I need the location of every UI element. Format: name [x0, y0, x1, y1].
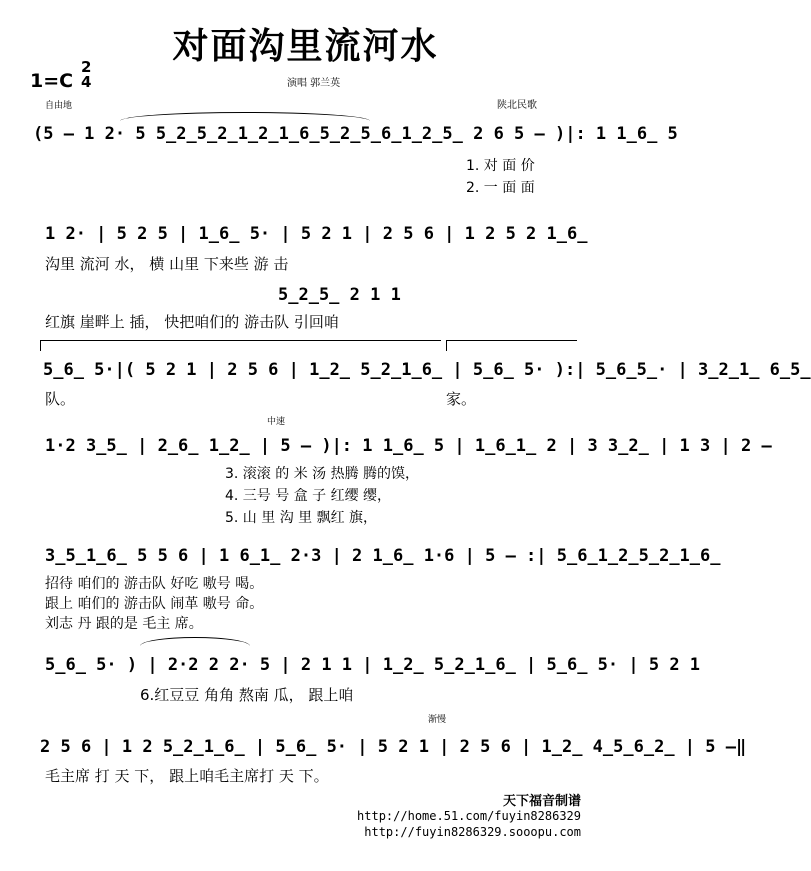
score-row-1: (5 – 1 2· 5 5̲2̲5̲2̲1̲2̲1̲6̲5̲2̲5̲6̲1̲2̲5̲ 2 6 5 – )|: 1 1̲6̲ 5 [33, 124, 678, 144]
footer-url-2[interactable]: http://fuyin8286329.sooopu.com [364, 825, 581, 839]
slur [140, 637, 250, 646]
score-row-7: 5̲6̲ 5· ) | 2·2 2 2· 5 | 2 1 1 | 1̲2̲ 5̲2̲1̲6̲ | 5̲6̲ 5· | 5 2 1 [45, 655, 701, 675]
song-title: 对面沟里流河水 [172, 26, 439, 67]
lyrics-row-3: 红旗 崖畔上 插， 快把咱们的 游击队 引回咱 [45, 313, 339, 331]
score-row-5: 1·2 3̲5̲ | 2̲6̲ 1̲2̲ | 5 – )|: 1 1̲6̲ 5 | 1̲6̲1̲ 2 | 3 3̲2̲ | 1 3 | 2 – [45, 436, 772, 456]
ending-bracket-2 [446, 340, 577, 351]
lyrics-row-2: 沟里 流河 水， 横 山里 下来些 游 击 [45, 255, 289, 273]
score-row-4: 5̲6̲ 5·|( 5 2 1 | 2 5 6 | 1̲2̲ 5̲2̲1̲6̲ | 5̲6̲ 5· ):| 5̲6̲5̲· | 3̲2̲1̲ 6̲5̲ [43, 360, 811, 380]
score-row-8: 2 5 6 | 1 2 5̲2̲1̲6̲ | 5̲6̲ 5· | 5 2 1 | 2 5 6 | 1̲2̲ 4̲5̲6̲2̲ | 5 –‖ [40, 737, 747, 757]
singer-credit: 演唱 郭兰英 [287, 78, 341, 89]
key-signature: 1=C [30, 70, 74, 92]
slur [120, 112, 370, 121]
score-row-2: 1 2· | 5 2 5 | 1̲6̲ 5· | 5 2 1 | 2 5 6 | 1 2 5 2 1̲6̲ [45, 224, 588, 244]
lyrics-row-6-verse5: 刘志 丹 跟的是 毛主 席。 [45, 616, 203, 632]
time-denominator: 4 [81, 73, 92, 91]
time-numerator: 2 [81, 58, 92, 76]
time-signature [81, 60, 91, 90]
footer-url-1[interactable]: http://home.51.com/fuyin8286329 [357, 809, 581, 823]
verse-1-line: 1. 对 面 价 [466, 158, 535, 174]
verse-2-line: 2. 一 面 面 [466, 180, 535, 196]
tempo-marking-slow: 渐慢 [428, 715, 447, 725]
lyrics-row-8: 毛主席 打 天 下， 跟上咱毛主席打 天 下。 [45, 767, 329, 785]
score-row-3: 5̲2̲5̲ 2 1 1 [278, 285, 401, 305]
lyrics-row-7: 6.红豆豆 角角 熬南 瓜， 跟上咱 [140, 686, 354, 704]
genre-label: 陕北民歌 [497, 100, 537, 111]
lyrics-row-4-end1: 队。 [45, 390, 76, 408]
score-row-6: 3̲5̲1̲6̲ 5 5 6 | 1 6̲1̲ 2·3 | 2 1̲6̲ 1·6 | 5 – :| 5̲6̲1̲2̲5̲2̲1̲6̲ [45, 546, 721, 566]
tempo-marking-mid: 中速 [267, 417, 286, 427]
verse-3-line: 3. 滚滚 的 米 汤 热腾 腾的馍， [225, 466, 420, 482]
lyrics-row-6-verse3: 招待 咱们的 游击队 好吃 嗷号 喝。 [45, 576, 264, 592]
tempo-marking-free: 自由地 [45, 101, 73, 111]
ending-bracket-1 [40, 340, 441, 351]
lyrics-row-4-end2: 家。 [446, 390, 477, 408]
lyrics-row-6-verse4: 跟上 咱们的 游击队 闹革 嗷号 命。 [45, 596, 264, 612]
footer-brand: 天下福音制谱 [502, 794, 581, 809]
verse-4-line: 4. 三号 号 盒 子 红缨 缨， [225, 488, 392, 504]
verse-5-line: 5. 山 里 沟 里 飘红 旗， [225, 510, 378, 526]
